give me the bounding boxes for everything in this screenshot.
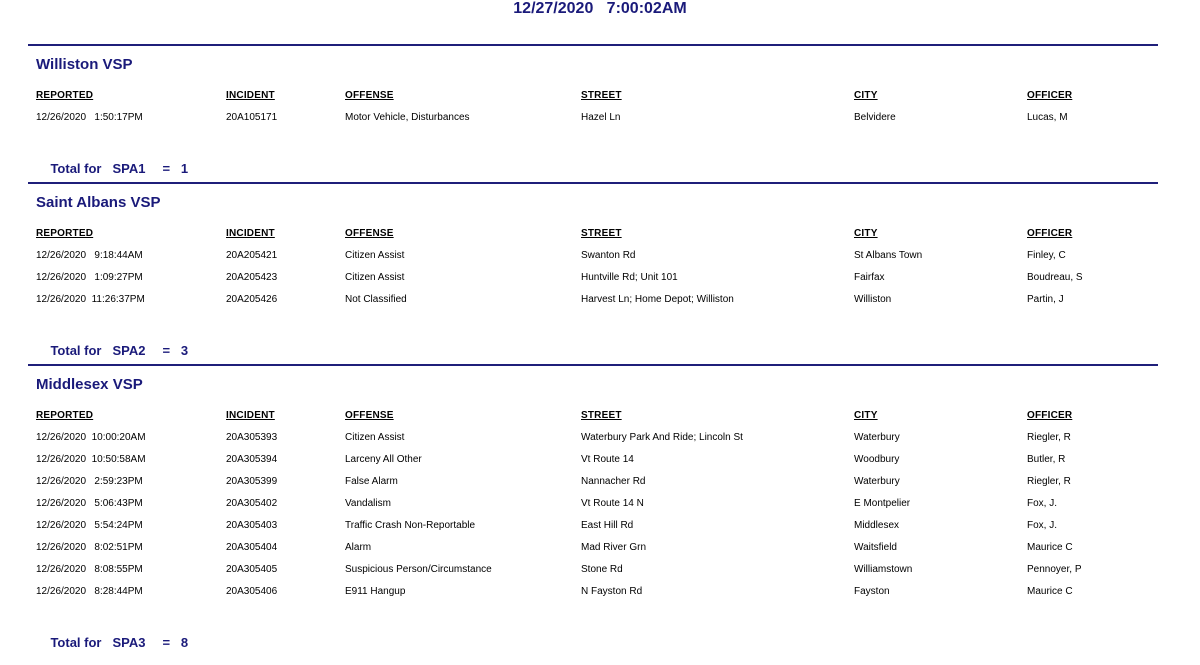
cell-reported: 12/26/2020 10:00:20AM: [36, 432, 146, 443]
cell-offense: Suspicious Person/Circumstance: [345, 564, 492, 575]
cell-city: Woodbury: [854, 454, 900, 465]
cell-officer: Pennoyer, P: [1027, 564, 1082, 575]
cell-street: Huntville Rd; Unit 101: [581, 272, 678, 283]
cell-city: Waitsfield: [854, 542, 897, 553]
section-divider: [28, 364, 1158, 366]
cell-city: Williamstown: [854, 564, 913, 575]
total-count: = 3: [162, 343, 189, 358]
cell-officer: Fox, J.: [1027, 520, 1058, 531]
table-row: [28, 112, 1158, 134]
cell-street: Waterbury Park And Ride; Lincoln St: [581, 432, 743, 443]
cell-officer: Riegler, R: [1027, 432, 1071, 443]
section-saint-albans: [28, 182, 1158, 358]
cell-incident: 20A305394: [226, 454, 278, 465]
cell-offense: Alarm: [345, 542, 372, 553]
table-row: [28, 498, 1158, 520]
cell-reported: 12/26/2020 2:59:23PM: [36, 476, 143, 487]
cell-street: Vt Route 14 N: [581, 498, 644, 509]
cell-street: N Fayston Rd: [581, 586, 643, 597]
cell-offense: Motor Vehicle, Disturbances: [345, 112, 470, 123]
cell-reported: 12/26/2020 8:02:51PM: [36, 542, 143, 553]
cell-city: Fayston: [854, 586, 890, 597]
total-code: SPA1: [112, 161, 146, 176]
column-header-street: STREET: [581, 410, 622, 421]
incident-rows: [28, 250, 1158, 316]
column-header-row: [28, 90, 1158, 112]
cell-incident: 20A305406: [226, 586, 278, 597]
total-count: = 8: [162, 635, 189, 650]
column-header-officer: OFFICER: [1027, 90, 1073, 101]
cell-offense: Not Classified: [345, 294, 407, 305]
cell-street: Hazel Ln: [581, 112, 621, 123]
table-row: [28, 454, 1158, 476]
cell-offense: Citizen Assist: [345, 272, 405, 283]
cell-incident: 20A305393: [226, 432, 278, 443]
cell-city: Waterbury: [854, 476, 900, 487]
cell-city: Fairfax: [854, 272, 885, 283]
column-header-row: [28, 410, 1158, 432]
cell-officer: Boudreau, S: [1027, 272, 1083, 283]
cell-reported: 12/26/2020 8:28:44PM: [36, 586, 143, 597]
cell-city: Middlesex: [854, 520, 900, 531]
cell-city: Williston: [854, 294, 892, 305]
cell-officer: Riegler, R: [1027, 476, 1071, 487]
column-header-officer: OFFICER: [1027, 410, 1073, 421]
cell-street: Mad River Grn: [581, 542, 647, 553]
section-title: Williston VSP: [36, 56, 133, 73]
incident-rows: [28, 432, 1158, 608]
column-header-reported: REPORTED: [36, 228, 94, 239]
table-row: [28, 542, 1158, 564]
cell-officer: Finley, C: [1027, 250, 1066, 261]
cell-officer: Fox, J.: [1027, 498, 1058, 509]
cell-incident: 20A105171: [226, 112, 278, 123]
table-row: [28, 520, 1158, 542]
cell-street: Stone Rd: [581, 564, 623, 575]
cell-reported: 12/26/2020 1:09:27PM: [36, 272, 143, 283]
column-header-incident: INCIDENT: [226, 228, 275, 239]
section-williston: [28, 44, 1158, 176]
cell-reported: 12/26/2020 5:54:24PM: [36, 520, 143, 531]
cell-reported: 12/26/2020 10:50:58AM: [36, 454, 146, 465]
cell-officer: Lucas, M: [1027, 112, 1068, 123]
total-count: = 1: [162, 161, 189, 176]
cell-offense: Citizen Assist: [345, 432, 405, 443]
total-label: Total for: [50, 343, 102, 358]
column-header-reported: REPORTED: [36, 90, 94, 101]
column-header-reported: REPORTED: [36, 410, 94, 421]
section-divider: [28, 182, 1158, 184]
cell-officer: Butler, R: [1027, 454, 1066, 465]
column-header-street: STREET: [581, 90, 622, 101]
cell-city: St Albans Town: [854, 250, 923, 261]
cell-street: East Hill Rd: [581, 520, 634, 531]
column-header-offense: OFFENSE: [345, 410, 394, 421]
table-row: [28, 432, 1158, 454]
cell-incident: 20A305404: [226, 542, 278, 553]
cell-incident: 20A305405: [226, 564, 278, 575]
cell-city: E Montpelier: [854, 498, 911, 509]
cell-offense: E911 Hangup: [345, 586, 406, 597]
cell-offense: Citizen Assist: [345, 250, 405, 261]
column-header-incident: INCIDENT: [226, 410, 275, 421]
column-header-offense: OFFENSE: [345, 228, 394, 239]
cell-reported: 12/26/2020 1:50:17PM: [36, 112, 143, 123]
cell-reported: 12/26/2020 9:18:44AM: [36, 250, 143, 261]
cell-city: Waterbury: [854, 432, 900, 443]
section-divider: [28, 44, 1158, 46]
table-row: [28, 250, 1158, 272]
cell-street: Swanton Rd: [581, 250, 636, 261]
section-middlesex: [28, 364, 1158, 650]
cell-street: Vt Route 14: [581, 454, 634, 465]
cell-incident: 20A305403: [226, 520, 278, 531]
section-title: Middlesex VSP: [36, 376, 143, 393]
section-total: [36, 146, 1158, 176]
cell-incident: 20A205421: [226, 250, 278, 261]
report-datetime: 12/27/2020 7:00:02AM: [513, 0, 687, 17]
total-label: Total for: [50, 635, 102, 650]
cell-reported: 12/26/2020 5:06:43PM: [36, 498, 143, 509]
cell-officer: Partin, J: [1027, 294, 1064, 305]
cell-offense: Larceny All Other: [345, 454, 422, 465]
cell-offense: Vandalism: [345, 498, 391, 509]
cell-city: Belvidere: [854, 112, 896, 123]
cell-officer: Maurice C: [1027, 586, 1073, 597]
section-total: [36, 620, 1158, 650]
column-header-incident: INCIDENT: [226, 90, 275, 101]
column-header-row: [28, 228, 1158, 250]
cell-offense: False Alarm: [345, 476, 398, 487]
cell-incident: 20A305399: [226, 476, 278, 487]
section-total: [36, 328, 1158, 358]
cell-street: Nannacher Rd: [581, 476, 646, 487]
cell-reported: 12/26/2020 11:26:37PM: [36, 294, 145, 305]
total-label: Total for: [50, 161, 102, 176]
total-code: SPA3: [112, 635, 146, 650]
table-row: [28, 272, 1158, 294]
cell-street: Harvest Ln; Home Depot; Williston: [581, 294, 734, 305]
column-header-offense: OFFENSE: [345, 90, 394, 101]
cell-incident: 20A305402: [226, 498, 278, 509]
column-header-city: CITY: [854, 228, 878, 239]
column-header-city: CITY: [854, 410, 878, 421]
table-row: [28, 586, 1158, 608]
column-header-street: STREET: [581, 228, 622, 239]
table-row: [28, 564, 1158, 586]
section-title: Saint Albans VSP: [36, 194, 161, 211]
incident-rows: [28, 112, 1158, 134]
total-code: SPA2: [112, 343, 146, 358]
cell-officer: Maurice C: [1027, 542, 1073, 553]
cell-incident: 20A205426: [226, 294, 278, 305]
cell-incident: 20A205423: [226, 272, 278, 283]
cell-offense: Traffic Crash Non-Reportable: [345, 520, 476, 531]
column-header-city: CITY: [854, 90, 878, 101]
column-header-officer: OFFICER: [1027, 228, 1073, 239]
cell-reported: 12/26/2020 8:08:55PM: [36, 564, 143, 575]
table-row: [28, 476, 1158, 498]
table-row: [28, 294, 1158, 316]
